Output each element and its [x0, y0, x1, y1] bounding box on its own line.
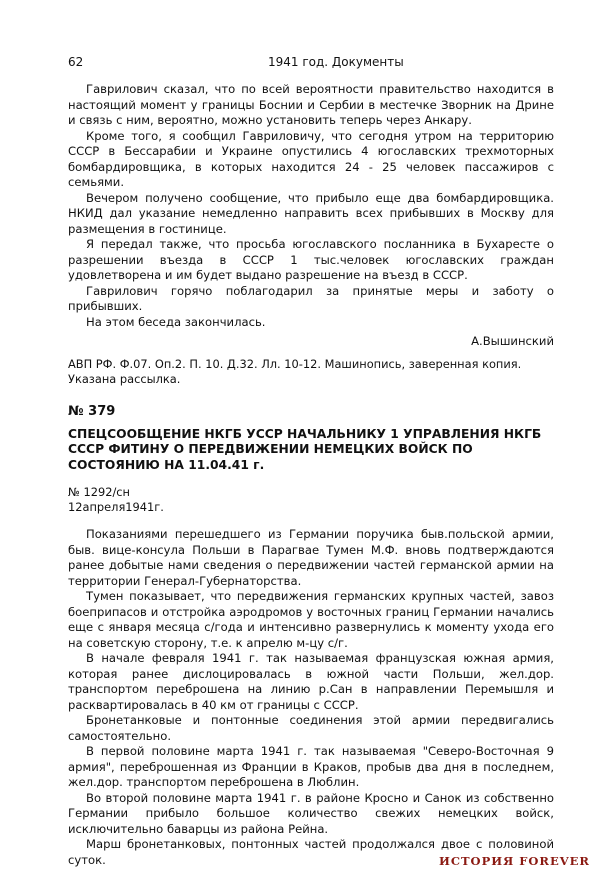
paragraph: В первой половине марта 1941 г. так называемая "Северо-Восточная 9 армия", переброшенная из Франции в Краков, пробыв два дня в последнем, жел.дор. транспортом переброшена в Люблин. [68, 744, 554, 789]
document-number: № 379 [68, 403, 116, 419]
paragraph: Марш бронетанковых, понтонных частей продолжался двое с половиной суток. [68, 837, 554, 867]
paragraph: Гаврилович сказал, что по всей вероятности правительство находится в настоящий момент у границы Боснии и Сербии в местечке Зворник на Дрине и связь с ним, вероятно, можно установить теперь через Анкару. [68, 82, 554, 127]
registration-number: № 1292/сн [68, 485, 131, 499]
signature: А.Вышинский [471, 334, 554, 348]
page-header [68, 55, 548, 71]
document-title: СПЕЦСООБЩЕНИЕ НКГБ УССР НАЧАЛЬНИКУ 1 УПРАВЛЕНИЯ НКГБ СССР ФИТИНУ О ПЕРЕДВИЖЕНИИ НЕМЕЦКИХ ВОЙСК ПО СОСТОЯНИЮ НА 11.04.41 г. [68, 426, 542, 472]
page-content [68, 82, 554, 868]
paragraph: Во второй половине марта 1941 г. в районе Кросно и Санок из собственно Германии прибыло большое количество свежих немецких войск, исключительно баварцы из района Рейна. [68, 790, 554, 836]
document-meta [68, 485, 554, 515]
running-title: 1941 год. Документы [268, 55, 404, 69]
archive-note: АВП РФ. Ф.07. Оп.2. П. 10. Д.32. Лл. 10-12. Машинопись, заверенная копия. Указана рассылка. [68, 356, 522, 386]
paragraph: Вечером получено сообщение, что прибыло еще два бомбардировщика. НКИД дал указание немедленно направить всех прибывших в Москву для размещения в гостинице. [68, 190, 554, 236]
paragraph: На этом беседа закончилась. [86, 314, 266, 329]
paragraph: Гаврилович горячо поблагодарил за принятые меры и заботу о прибывших. [68, 283, 554, 313]
paragraph: Я передал также, что просьба югославского посланника в Бухаресте о разрешении въезда в СССР 1 тыс.человек югославских граждан удовлетворена и им будет выдано разрешение на въезд в СССР. [68, 237, 554, 282]
paragraph: Тумен показывает, что передвижения германских крупных частей, завоз боеприпасов и отстройка аэродромов у восточных границ Германии начались еще с января месяца с/года и интенсивно развернулись к моменту ухода его на советскую сторону, т.е. к апрелю м-цу с/г. [68, 589, 554, 650]
paragraph: В начале февраля 1941 г. так называемая французская южная армия, которая ранее дислоцировалась в южной части Польши, жел.дор. транспортом переброшена на линию р.Сан в направлении Перемышля и расквартировалась в 40 км от границы с СССР. [68, 651, 554, 712]
paragraph: Показаниями перешедшего из Германии поручика быв.польской армии, быв. вице-консула Польши в Парагвае Тумен М.Ф. вновь подтверждаются ранее добытые нами сведения о передвижении частей германской армии на территории Генерал-Губернаторства. [68, 527, 554, 588]
document-date: 12апреля1941г. [68, 500, 164, 514]
paragraph: Бронетанковые и понтонные соединения этой армии передвигались самостоятельно. [68, 713, 554, 743]
paragraph: Кроме того, я сообщил Гавриловичу, что сегодня утром на территорию СССР в Бессарабии и Украине опустились 4 югославских трехмоторных бомбардировщика, в которых находится 24 - 25 человек пассажиров с семьями. [68, 128, 554, 189]
page-number: 62 [68, 55, 84, 69]
previous-document-text [68, 82, 554, 330]
watermark-logo: ИСТОРИЯ FOREVER [438, 854, 590, 868]
document-body [68, 527, 554, 868]
